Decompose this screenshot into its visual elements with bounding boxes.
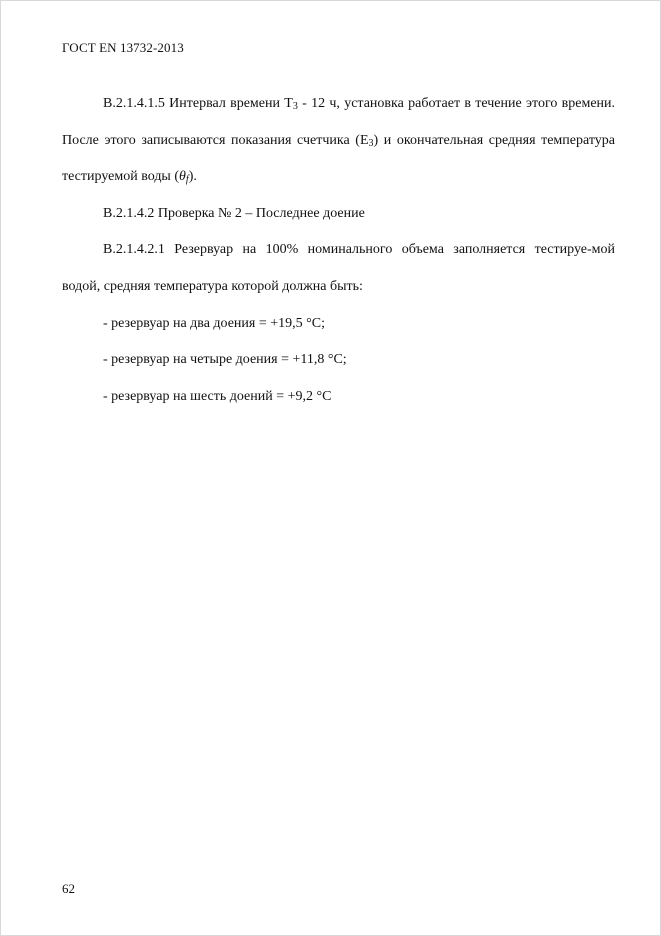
- subscript-f: f: [185, 174, 189, 186]
- subscript: 3: [368, 137, 374, 149]
- document-body: [62, 86, 615, 415]
- paragraph-text-part: - 12 ч, установка работает в течение этого времени. После этого записываются показания счетчика (Е: [62, 96, 616, 148]
- paragraph-b-2-1-4-1-5: [62, 86, 615, 196]
- paragraph-b-2-1-4-2: В.2.1.4.2 Проверка № 2 – Последнее доение: [103, 205, 365, 221]
- subscript: 3: [292, 101, 298, 112]
- list-item: - резервуар на четыре доения = +11,8 °С;: [103, 352, 347, 368]
- theta-symbol: θ: [179, 169, 186, 185]
- paragraph-b-2-1-4-2-1: В.2.1.4.2.1 Резервуар на 100% номинального объема заполняется тестируе-мой водой, средняя температура которой должна быть:: [62, 242, 615, 294]
- paragraph-text-part: ) и окончательная средняя температура тестируемой воды (: [62, 132, 615, 185]
- page-number: 62: [62, 881, 75, 896]
- list-item: - резервуар на шесть доений = +9,2 °С: [103, 388, 332, 404]
- paragraph-text-part: ).: [188, 169, 197, 185]
- page-header: ГОСТ EN 13732-2013: [62, 40, 184, 55]
- paragraph-text-part: Интервал времени Т: [169, 96, 293, 111]
- list-item: - резервуар на два доения = +19,5 °С;: [103, 315, 325, 331]
- clause-number: В.2.1.4.1.5: [103, 96, 165, 111]
